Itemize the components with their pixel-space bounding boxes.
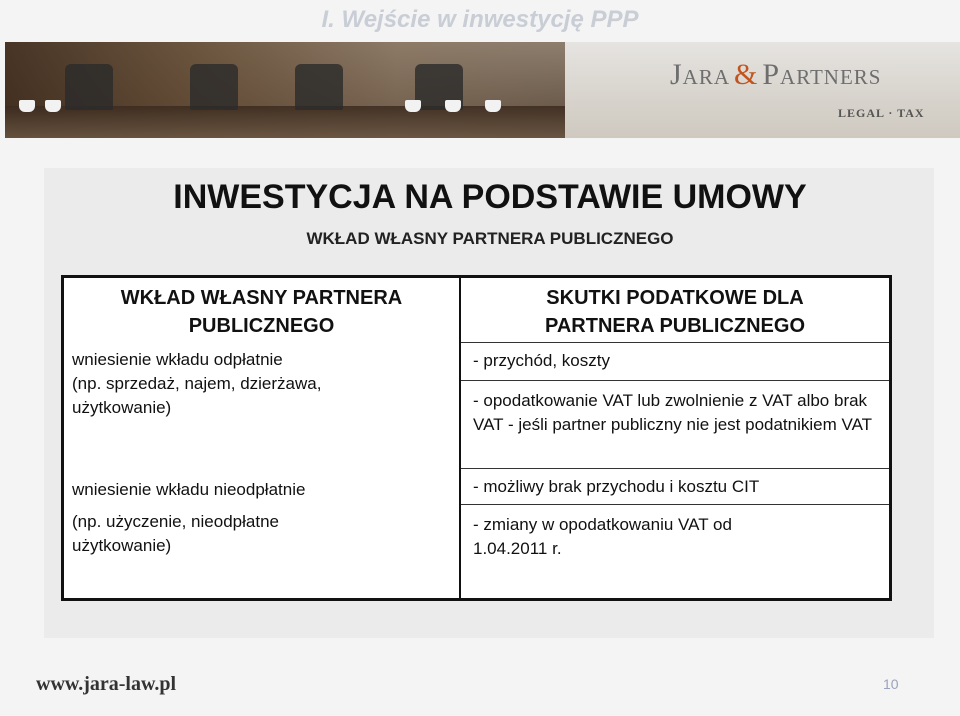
cup-image xyxy=(445,100,461,112)
right-column-header: SKUTKI PODATKOWE DLA PARTNERA PUBLICZNEGO xyxy=(545,287,805,337)
left-column xyxy=(64,278,461,598)
right-item: - przychód, koszty xyxy=(461,342,889,380)
right-item: - możliwy brak przychodu i kosztu CIT xyxy=(461,468,889,504)
chair-image xyxy=(190,64,238,110)
company-logo xyxy=(670,58,881,92)
main-title: INWESTYCJA NA PODSTAWIE UMOWY xyxy=(173,178,807,216)
logo-ampersand: & xyxy=(734,58,759,91)
cup-image xyxy=(45,100,61,112)
cup-image xyxy=(405,100,421,112)
left-item: wniesienie wkładu odpłatnie xyxy=(72,350,283,369)
cup-image xyxy=(19,100,35,112)
right-item: - zmiany w opodatkowaniu VAT od 1.04.2011 r. xyxy=(461,504,889,598)
conference-table-image xyxy=(5,106,565,138)
slide-title: I. Wejście w inwestycję PPP xyxy=(321,6,639,33)
left-item: wniesienie wkładu nieodpłatnie xyxy=(72,480,306,499)
right-item: - opodatkowanie VAT lub zwolnienie z VAT albo brak VAT - jeśli partner publiczny nie jest podatnikiem VAT xyxy=(461,380,889,468)
chair-image xyxy=(65,64,113,110)
footer-website-url: www.jara-law.pl xyxy=(36,673,176,695)
left-item: (np. sprzedaż, najem, dzierżawa, użytkowanie) xyxy=(72,374,322,417)
cup-image xyxy=(485,100,501,112)
chair-image xyxy=(295,64,343,110)
comparison-table xyxy=(61,275,892,601)
page-number: 10 xyxy=(883,676,899,692)
right-column xyxy=(461,278,889,598)
logo-name-part2: Partners xyxy=(762,58,882,91)
logo-name-part1: Jara xyxy=(670,58,731,91)
subtitle: WKŁAD WŁASNY PARTNERA PUBLICZNEGO xyxy=(306,229,674,248)
logo-tagline: LEGAL · TAX xyxy=(838,106,925,120)
left-item: (np. użyczenie, nieodpłatne użytkowanie) xyxy=(72,512,279,555)
left-column-header: WKŁAD WŁASNY PARTNERA PUBLICZNEGO xyxy=(120,287,403,337)
